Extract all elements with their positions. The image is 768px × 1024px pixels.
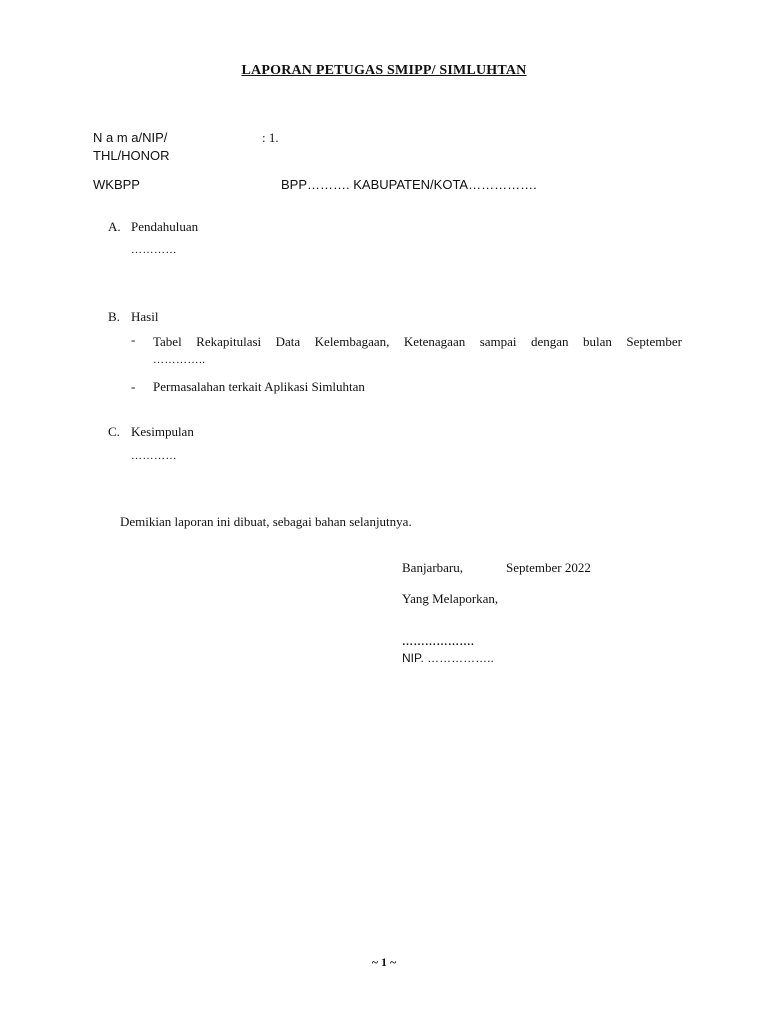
bullet-text-rekapitulasi [153,331,682,371]
bullet-text: Tabel Rekapitulasi Data Kelembagaan, Ketenagaan sampai dengan bulan September [153,334,682,349]
bullet-continuation: ………….. [153,354,206,366]
section-c-body: ………… [131,450,177,462]
signature-nip: NIP. …………….. [402,651,494,665]
wkbpp-label: WKBPP [93,177,140,192]
bullet-marker: - [131,379,136,394]
bullet-marker: - [131,332,136,347]
thl-honor-label: THL/HONOR [93,148,170,163]
closing-statement: Demikian laporan ini dibuat, sebagai bahan selanjutnya. [120,514,412,529]
section-a-body: ………… [131,244,177,256]
signature-role: Yang Melaporkan, [402,591,499,606]
section-c-heading: Kesimpulan [131,424,194,439]
section-c-letter: C. [108,424,120,439]
signature-name-placeholder: ………………. [402,636,475,648]
page-number: ~ 1 ~ [371,955,397,969]
section-a-letter: A. [108,219,121,234]
nama-nip-value: : 1. [262,130,279,145]
bullet-text-permasalahan: Permasalahan terkait Aplikasi Simluhtan [153,379,365,394]
nama-nip-label: N a m a/NIP/ [93,130,168,145]
section-b-heading: Hasil [131,309,159,324]
bpp-kabupaten-line: BPP………. KABUPATEN/KOTA……………. [281,177,537,192]
section-b-letter: B. [108,309,120,324]
signature-date: September 2022 [506,560,591,575]
document-title: LAPORAN PETUGAS SMIPP/ SIMLUHTAN [241,63,527,78]
signature-place: Banjarbaru, [402,560,464,575]
section-a-heading: Pendahuluan [131,219,199,234]
